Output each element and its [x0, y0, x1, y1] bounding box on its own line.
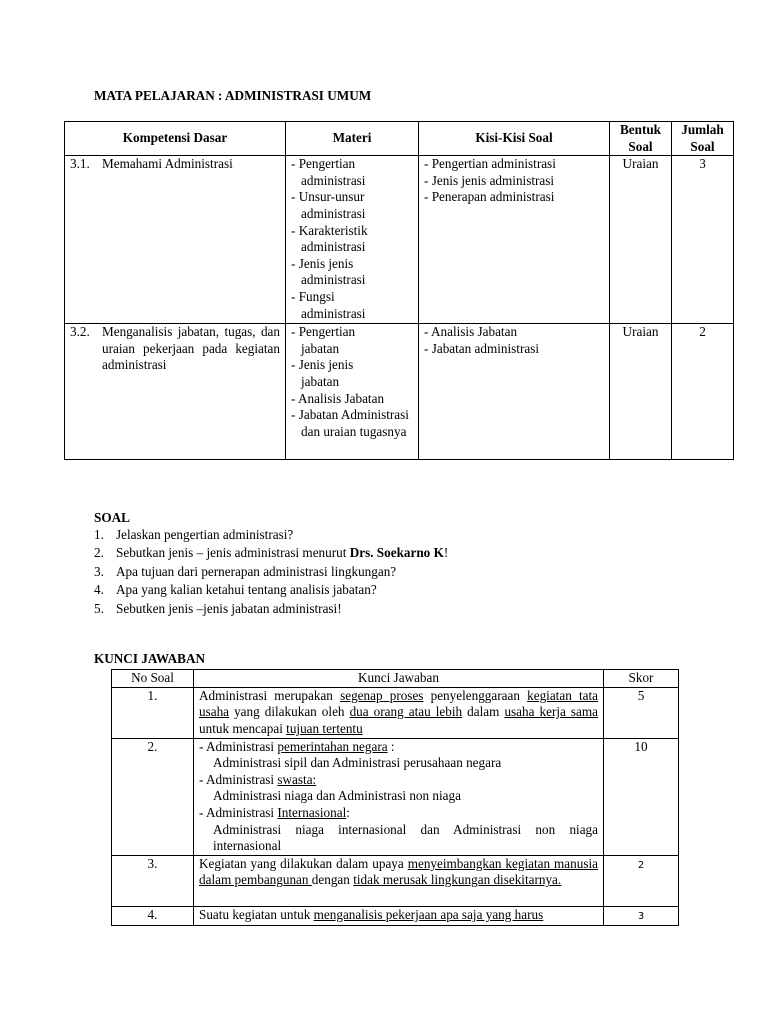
materi-list [291, 156, 413, 322]
list-item [94, 545, 448, 563]
table-header-row [65, 122, 734, 156]
jawaban-underline: usaha kerja sama [504, 704, 599, 720]
soal-num: 4. [94, 582, 104, 598]
soal-heading: SOAL [94, 510, 130, 525]
skor-cell [604, 855, 679, 906]
list-item: - Jenis jenis administrasi [291, 256, 386, 289]
header-jawaban: Kunci Jawaban [194, 670, 604, 688]
list-item: - Jenis jenis jabatan [291, 357, 381, 390]
jawaban-text: penyelenggaraan [423, 687, 528, 703]
table-row [112, 687, 679, 738]
kompetensi-text [70, 324, 280, 374]
header-materi: Materi [286, 122, 419, 156]
kunci-heading: KUNCI JAWABAN [94, 651, 206, 666]
kisi-kisi-table [64, 121, 734, 460]
jawaban-line: Administrasi sipil dan Administrasi perusahaan negara [213, 755, 502, 771]
kd-num: 3.1. [70, 156, 90, 172]
soal-text: ! [443, 545, 449, 561]
jumlah-cell: 3 [672, 156, 734, 324]
kompetensi-cell [65, 324, 286, 460]
header-bentuk-line1: Bentuk [619, 122, 662, 137]
soal-num: 1. [94, 527, 104, 542]
table-row [65, 156, 734, 324]
no-cell: 2. [112, 738, 194, 855]
kisi-cell [419, 156, 610, 324]
list-item: - Karakteristik administrasi [291, 223, 401, 256]
kisi-list [424, 324, 604, 357]
jawaban-line [199, 772, 598, 789]
header-bentuk [610, 122, 672, 156]
jawaban-text: Administrasi merupakan [199, 687, 341, 703]
no-cell: 3. [112, 855, 194, 906]
jawaban-underline: dua orang atau lebih [349, 704, 463, 720]
kisi-list [424, 156, 604, 206]
table-row [112, 906, 679, 926]
jawaban-text: : [346, 804, 350, 820]
jawaban-underline: tujuan tertentu [286, 720, 363, 736]
kd-text: Menganalisis jabatan, tugas, dan uraian pekerjaan pada kegiatan administrasi [102, 324, 280, 373]
table-header-row [112, 670, 679, 688]
bentuk-cell: Uraian [610, 156, 672, 324]
jawaban-cell [194, 738, 604, 855]
jawaban-underline: swasta: [277, 771, 317, 787]
list-item: - Fungsi administrasi [291, 289, 386, 322]
skor-cell: 10 [604, 738, 679, 855]
header-jumlah-line2: Soal [690, 138, 715, 154]
materi-list [291, 324, 413, 440]
list-item: - Analisis Jabatan [291, 391, 413, 408]
soal-bold: Drs. Soekarno K [349, 545, 444, 561]
jawaban-text: - Administrasi [199, 771, 278, 787]
list-item: - Jabatan administrasi [424, 341, 604, 358]
kompetensi-cell [65, 156, 286, 324]
skor-cell: 5 [604, 687, 679, 738]
jawaban-text: Kegiatan yang dilakukan dalam upaya [199, 855, 408, 871]
header-bentuk-line2: Soal [628, 138, 653, 154]
jawaban-text: - Administrasi [199, 804, 278, 820]
list-item: - Analisis Jabatan [424, 324, 604, 341]
header-skor: Skor [604, 670, 679, 688]
jawaban-text: yang dilakukan oleh [229, 704, 350, 720]
jawaban-text: dengan [311, 872, 354, 888]
soal-text: Sebutkan jenis – jenis administrasi menurut [116, 545, 350, 561]
soal-text: Apa tujuan dari pernerapan administrasi lingkungan? [116, 563, 397, 579]
soal-list [94, 527, 448, 619]
skor-value: 2 [637, 859, 645, 871]
list-item [94, 582, 448, 600]
table-row [112, 738, 679, 855]
no-cell: 1. [112, 687, 194, 738]
jawaban-cell [194, 687, 604, 738]
jawaban-underline: tidak merusak lingkungan disekitarnya. [353, 872, 562, 888]
materi-cell [286, 156, 419, 324]
jawaban-text: - Administrasi [199, 738, 278, 754]
jawaban-text: dalam [462, 704, 505, 720]
jawaban-cell [194, 855, 604, 906]
header-kisi: Kisi-Kisi Soal [419, 122, 610, 156]
soal-text: Apa yang kalian ketahui tentang analisis jabatan? [116, 582, 377, 598]
list-item: - Pengertian administrasi [424, 156, 604, 173]
bentuk-cell: Uraian [610, 324, 672, 460]
list-item: - Jabatan Administrasi dan uraian tugasnya [291, 407, 416, 440]
jawaban-line: Administrasi niaga dan Administrasi non niaga [213, 788, 461, 804]
kd-num: 3.2. [70, 324, 90, 340]
jawaban-underline: segenap proses [340, 687, 424, 703]
soal-num: 5. [94, 600, 104, 616]
jawaban-underline: pemerintahan negara [277, 738, 388, 754]
jawaban-line: Administrasi niaga internasional dan Administrasi non niaga internasional [213, 821, 598, 854]
list-item: - Pengertian jabatan [291, 324, 381, 357]
header-kompetensi: Kompetensi Dasar [65, 122, 286, 156]
skor-cell [604, 906, 679, 926]
skor-value: 3 [637, 910, 645, 922]
header-no: No Soal [112, 670, 194, 688]
table-row [112, 855, 679, 906]
list-item [94, 601, 448, 619]
list-item: - Jenis jenis administrasi [424, 173, 604, 190]
soal-num: 3. [94, 563, 104, 579]
list-item [94, 564, 448, 582]
kunci-jawaban-table [111, 669, 679, 926]
jawaban-text: : [387, 738, 395, 754]
jawaban-cell [194, 906, 604, 926]
list-item [94, 527, 448, 545]
header-jumlah-line1: Jumlah [681, 122, 724, 137]
table-row [65, 324, 734, 460]
jawaban-text: Suatu kegiatan untuk [199, 906, 314, 922]
page-title: MATA PELAJARAN : ADMINISTRASI UMUM [94, 88, 372, 103]
list-item: - Penerapan administrasi [424, 189, 604, 206]
materi-cell [286, 324, 419, 460]
jawaban-underline: menyeimbangkan kegiatan manusia dalam pembangunan [199, 855, 598, 888]
header-jumlah [672, 122, 734, 156]
jawaban-text: untuk mencapai [199, 720, 287, 736]
list-item: - Pengertian administrasi [291, 156, 381, 189]
soal-text: Sebutken jenis –jenis jabatan administrasi! [116, 600, 342, 616]
jawaban-underline: kegiatan tata usaha [199, 687, 599, 720]
jawaban-underline: Internasional [277, 804, 347, 820]
jawaban-line [199, 805, 598, 822]
soal-text: Jelaskan pengertian administrasi? [116, 527, 294, 542]
soal-num: 2. [94, 545, 104, 561]
kisi-cell [419, 324, 610, 460]
jumlah-cell: 2 [672, 324, 734, 460]
jawaban-underline: menganalisis pekerjaan apa saja yang harus [313, 906, 544, 922]
jawaban-line [199, 739, 598, 756]
list-item: - Unsur-unsur administrasi [291, 189, 391, 222]
kd-text: Memahami Administrasi [102, 156, 233, 172]
no-cell: 4. [112, 906, 194, 926]
kompetensi-text [70, 156, 280, 173]
